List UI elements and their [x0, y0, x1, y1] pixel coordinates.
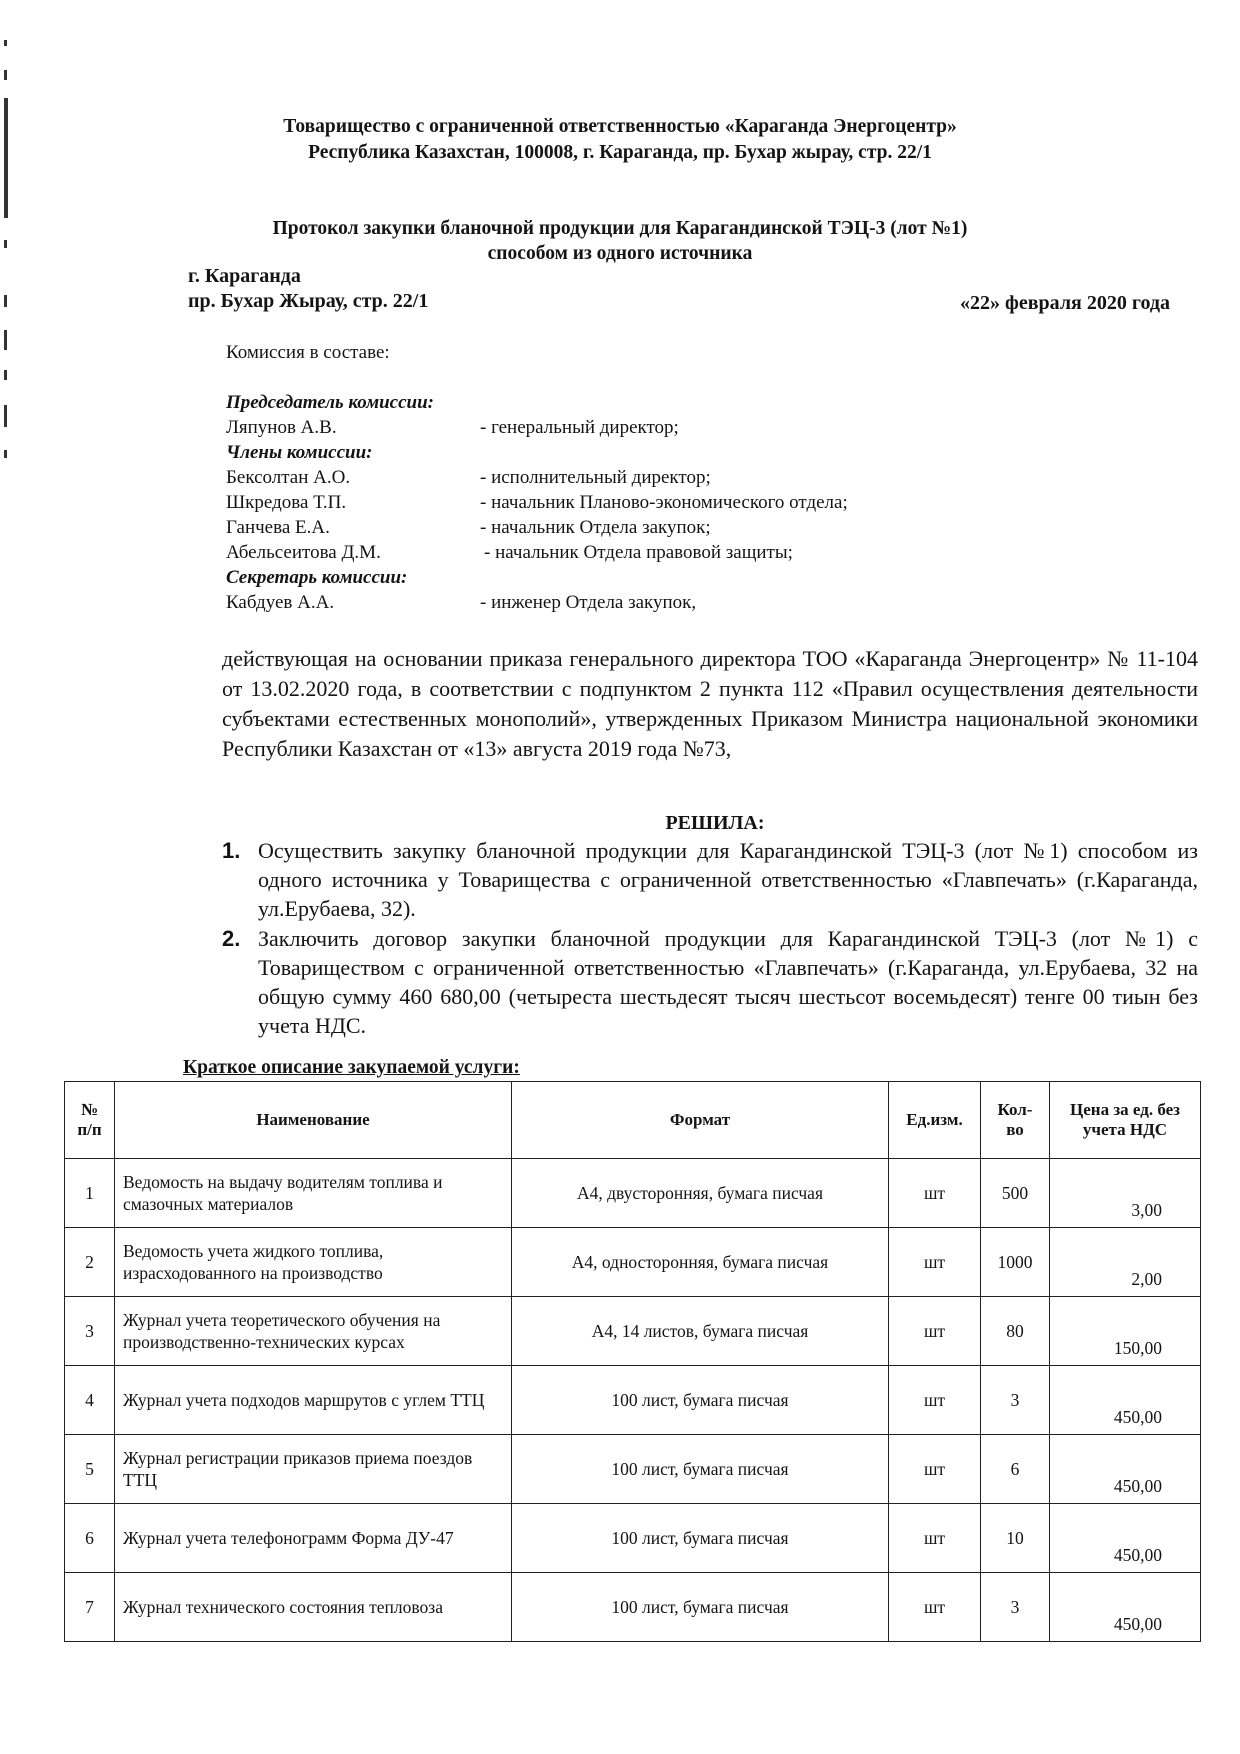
row-unit: шт [889, 1504, 981, 1573]
header-name: Наименование [115, 1082, 512, 1159]
row-unit: шт [889, 1435, 981, 1504]
row-name: Ведомость на выдачу водителям топлива и смазочных материалов [115, 1159, 512, 1228]
row-format: 100 лист, бумага писчая [512, 1573, 889, 1642]
row-price: 450,00 [1050, 1366, 1201, 1435]
row-format: А4, двусторонняя, бумага писчая [512, 1159, 889, 1228]
row-price: 450,00 [1050, 1573, 1201, 1642]
row-num: 7 [65, 1573, 115, 1642]
row-format: 100 лист, бумага писчая [512, 1504, 889, 1573]
decision-number: 2. [222, 926, 241, 951]
member-name: Ляпунов А.В. [226, 417, 337, 438]
members-heading: Члены комиссии: [226, 442, 373, 463]
row-format: А4, односторонняя, бумага писчая [512, 1228, 889, 1297]
table-row [65, 1297, 1201, 1366]
document-title: Протокол закупки бланочной продукции для Карагандинской ТЭЦ-3 (лот №1) [272, 218, 968, 239]
table-row [65, 1504, 1201, 1573]
member-role: - исполнительный директор; [480, 467, 711, 488]
place-street: пр. Бухар Жырау, стр. 22/1 [188, 290, 429, 312]
row-name: Журнал учета теоретического обучения на производственно-технических курсах [115, 1297, 512, 1366]
chair-heading: Председатель комиссии: [226, 392, 434, 413]
row-format: А4, 14 листов, бумага писчая [512, 1297, 889, 1366]
row-price: 450,00 [1050, 1435, 1201, 1504]
table-row [65, 1159, 1201, 1228]
member-role: - начальник Планово-экономического отдела; [480, 492, 848, 513]
items-table [64, 1081, 1201, 1642]
row-qty: 3 [981, 1573, 1050, 1642]
company-address: Республика Казахстан, 100008, г. Караганда, пр. Бухар жырау, стр. 22/1 [308, 142, 932, 163]
table-row [65, 1366, 1201, 1435]
header-num: № п/п [65, 1082, 115, 1159]
row-format: 100 лист, бумага писчая [512, 1366, 889, 1435]
row-price: 150,00 [1050, 1297, 1201, 1366]
decision-text: Осуществить закупку бланочной продукции для Карагандинской ТЭЦ-3 (лот №1) способом из одного источника у Товарищества с ограниченной ответственностью «Главпечать» (г.Караганда, ул.Ерубаева, 32). [258, 838, 1198, 921]
row-name: Ведомость учета жидкого топлива, израсходованного на производство [115, 1228, 512, 1297]
row-price: 450,00 [1050, 1504, 1201, 1573]
table-header-row [65, 1082, 1201, 1159]
header-format: Формат [512, 1082, 889, 1159]
row-qty: 3 [981, 1366, 1050, 1435]
table-row [65, 1435, 1201, 1504]
row-qty: 1000 [981, 1228, 1050, 1297]
decision-item [222, 924, 1198, 1040]
row-num: 4 [65, 1366, 115, 1435]
member-role: - начальник Отдела правовой защиты; [484, 542, 793, 563]
secretary-heading: Секретарь комиссии: [226, 567, 408, 588]
row-qty: 10 [981, 1504, 1050, 1573]
member-role: - начальник Отдела закупок; [480, 517, 711, 538]
table-caption: Краткое описание закупаемой услуги: [183, 1057, 520, 1078]
row-qty: 6 [981, 1435, 1050, 1504]
row-unit: шт [889, 1573, 981, 1642]
decision-number: 1. [222, 838, 241, 863]
member-role: - генеральный директор; [480, 417, 679, 438]
row-num: 3 [65, 1297, 115, 1366]
decision-item [222, 836, 1198, 923]
decision-heading: РЕШИЛА: [665, 812, 765, 834]
row-name: Журнал технического состояния тепловоза [115, 1573, 512, 1642]
row-name: Журнал регистрации приказов приема поездов ТТЦ [115, 1435, 512, 1504]
row-format: 100 лист, бумага писчая [512, 1435, 889, 1504]
row-num: 1 [65, 1159, 115, 1228]
row-price: 3,00 [1050, 1159, 1201, 1228]
member-name: Кабдуев А.А. [226, 592, 335, 613]
table-row [65, 1573, 1201, 1642]
row-name: Журнал учета подходов маршрутов с углем ТТЦ [115, 1366, 512, 1435]
row-unit: шт [889, 1228, 981, 1297]
member-name: Бексолтан А.О. [226, 467, 351, 488]
company-name: Товарищество с ограниченной ответственностью «Караганда Энергоцентр» [283, 116, 957, 137]
place-city: г. Караганда [188, 265, 301, 287]
row-num: 2 [65, 1228, 115, 1297]
row-num: 5 [65, 1435, 115, 1504]
document-subtitle: способом из одного источника [487, 243, 753, 264]
decision-text: Заключить договор закупки бланочной продукции для Карагандинской ТЭЦ-3 (лот №1) с Товариществом с ограниченной ответственностью «Главпечать» (г.Караганда, ул.Ерубаева, 32 на общую сумму 460 680,00 (четыреста шестьдесят тысяч шестьсот восемьдесят) тенге 00 тиын без учета НДС. [258, 926, 1198, 1038]
document-date: «22» февраля 2020 года [960, 292, 1170, 314]
row-unit: шт [889, 1159, 981, 1228]
row-price: 2,00 [1050, 1228, 1201, 1297]
member-role: - инженер Отдела закупок, [480, 592, 697, 613]
basis-paragraph: действующая на основании приказа генерального директора ТОО «Караганда Энергоцентр» № 11-104 от 13.02.2020 года, в соответствии с подпунктом 2 пункта 112 «Правил осуществления деятельности субъектами естественных монополий», утвержденных Приказом Министра национальной экономики Республики Казахстан от «13» августа 2019 года №73, [222, 646, 1198, 761]
member-name: Шкредова Т.П. [226, 492, 347, 513]
header-qty: Кол-во [981, 1082, 1050, 1159]
row-unit: шт [889, 1297, 981, 1366]
header-unit: Ед.изм. [889, 1082, 981, 1159]
row-unit: шт [889, 1366, 981, 1435]
member-name: Ганчева Е.А. [226, 517, 330, 538]
row-qty: 500 [981, 1159, 1050, 1228]
header-price: Цена за ед. без учета НДС [1050, 1082, 1201, 1159]
row-num: 6 [65, 1504, 115, 1573]
commission-intro: Комиссия в составе: [226, 342, 390, 363]
member-name: Абельсеитова Д.М. [226, 542, 381, 563]
row-qty: 80 [981, 1297, 1050, 1366]
row-name: Журнал учета телефонограмм Форма ДУ-47 [115, 1504, 512, 1573]
table-row [65, 1228, 1201, 1297]
